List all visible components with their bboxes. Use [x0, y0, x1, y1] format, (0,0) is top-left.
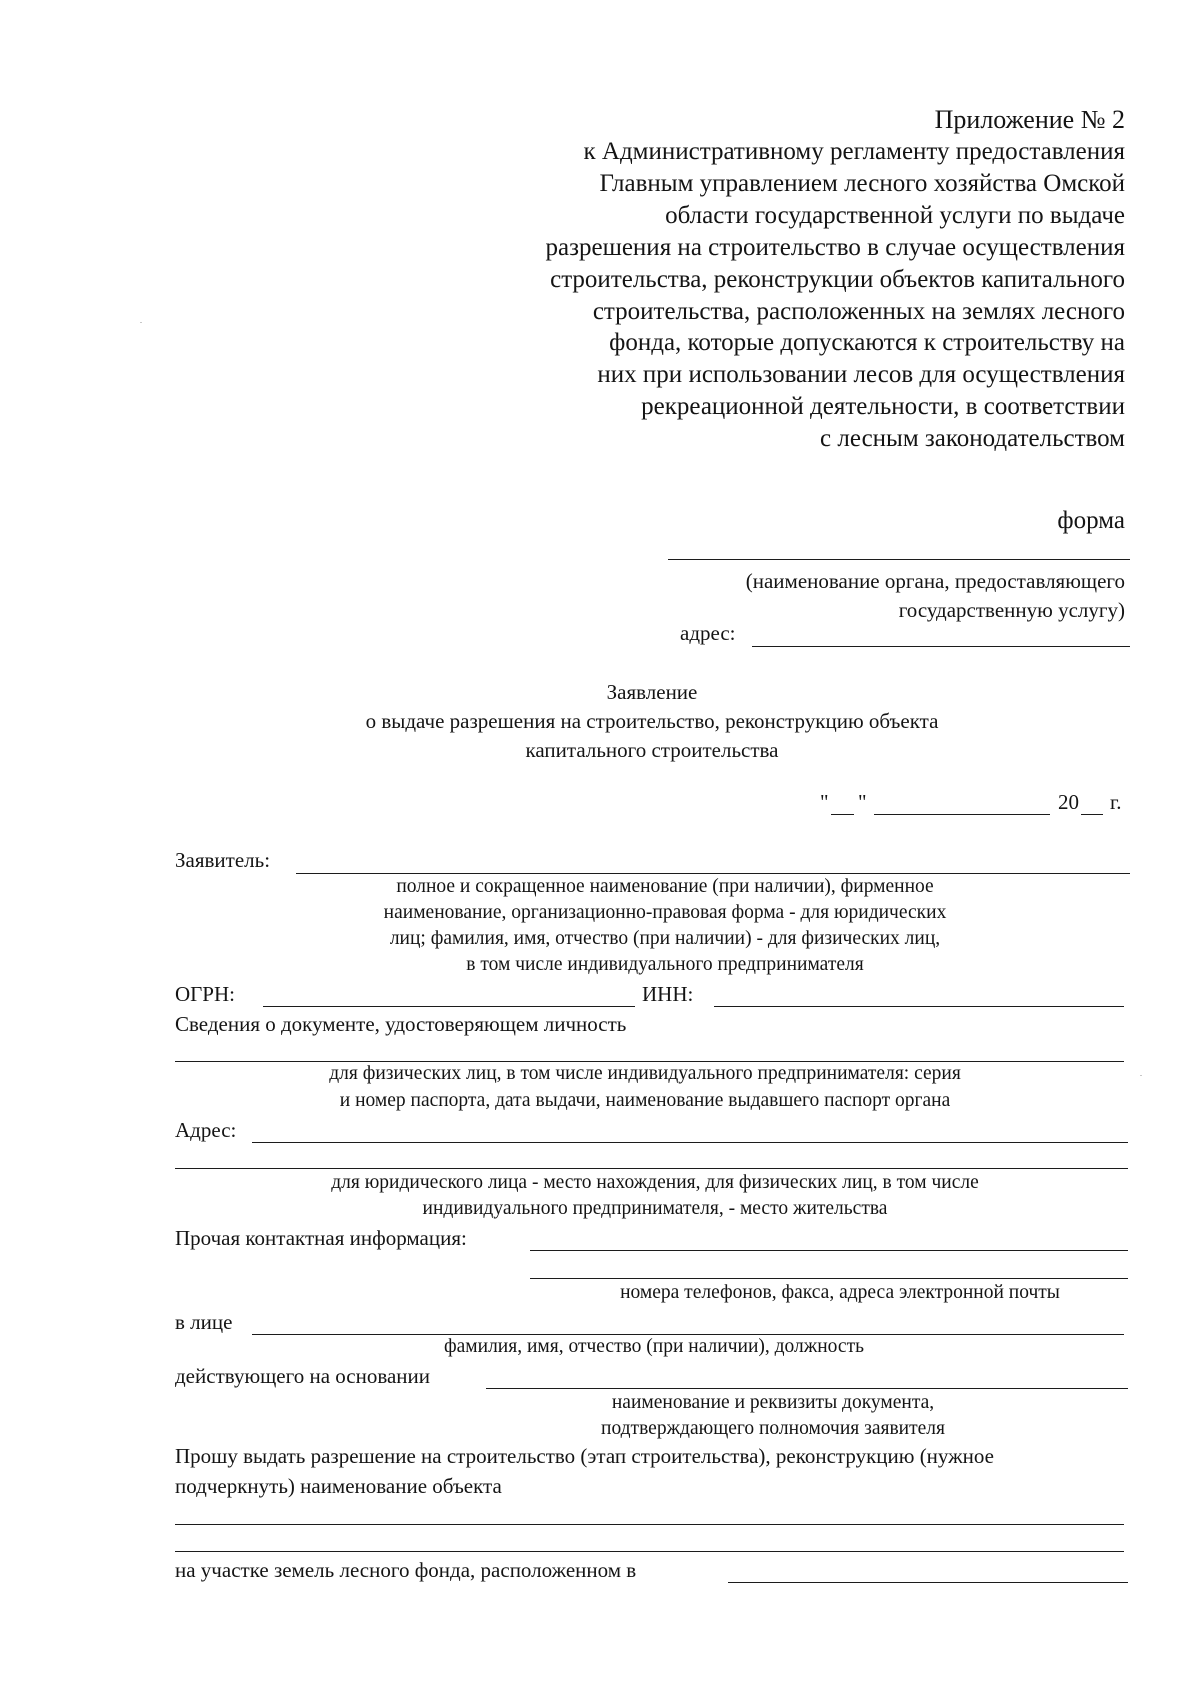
appendix-title: Приложение № 2 — [934, 105, 1125, 134]
date-month-field[interactable] — [874, 814, 1050, 815]
applicant-hint: полное и сокращенное наименование (при наличии), фирменное — [396, 876, 934, 897]
identity-doc-label: Сведения о документе, удостоверяющем личность — [175, 1012, 627, 1036]
applicant-hint: в том числе индивидуального предпринимателя — [466, 954, 864, 975]
applicant-label: Заявитель: — [175, 848, 271, 872]
appendix-line: разрешения на строительство в случае осуществления — [545, 233, 1125, 261]
object-name-field-continued[interactable] — [175, 1551, 1124, 1552]
contacts-field[interactable] — [530, 1250, 1128, 1251]
appendix-line: Главным управлением лесного хозяйства Омской — [599, 169, 1125, 197]
represented-by-hint: фамилия, имя, отчество (при наличии), должность — [444, 1336, 864, 1357]
appendix-line: строительства, реконструкции объектов капитального — [550, 265, 1125, 293]
inn-field[interactable] — [714, 1006, 1124, 1007]
appendix-text — [546, 136, 1125, 455]
basis-hint: наименование и реквизиты документа, — [611, 1392, 935, 1413]
appendix-line: фонда, которые допускаются к строительству на — [609, 329, 1125, 357]
appendix-line: них при использовании лесов для осуществления — [597, 361, 1125, 389]
basis-label: действующего на основании — [175, 1364, 431, 1388]
authority-hint — [746, 567, 1125, 625]
authority-hint-line: (наименование органа, предоставляющего — [745, 569, 1125, 593]
applicant-field[interactable] — [296, 873, 1130, 874]
authority-hint-line: государственную услугу) — [898, 598, 1125, 622]
date-year-field[interactable] — [1081, 814, 1103, 815]
address-label: Адрес: — [175, 1118, 237, 1142]
date-quote-close: " — [858, 790, 867, 814]
scan-speck — [1140, 1075, 1142, 1076]
ogrn-field[interactable] — [263, 1006, 635, 1007]
appendix-line: к Административному регламенту предоставления — [583, 138, 1125, 165]
scan-speck — [140, 322, 142, 323]
ogrn-label: ОГРН: — [175, 982, 235, 1006]
contacts-hint: номера телефонов, факса, адреса электронной почты — [620, 1282, 1060, 1303]
inn-label: ИНН: — [642, 982, 694, 1006]
form-label: форма — [1057, 507, 1125, 534]
address-field[interactable] — [252, 1142, 1128, 1143]
appendix-line: области государственной услуги по выдаче — [665, 201, 1125, 229]
authority-address-line[interactable] — [752, 646, 1130, 647]
identity-doc-hint: и номер паспорта, дата выдачи, наименование выдавшего паспорт органа — [339, 1090, 951, 1111]
address-field-continued[interactable] — [175, 1168, 1128, 1169]
appendix-line: с лесным законодательством — [820, 425, 1125, 453]
represented-by-label: в лице — [175, 1310, 233, 1334]
applicant-hint: наименование, организационно-правовая форма - для юридических — [383, 902, 947, 923]
contacts-field-continued[interactable] — [530, 1278, 1128, 1279]
request-text: подчеркнуть) наименование объекта — [175, 1474, 502, 1498]
statement-title: Заявление — [606, 680, 698, 704]
land-plot-label: на участке земель лесного фонда, расположенном в — [175, 1558, 637, 1582]
identity-doc-field[interactable] — [175, 1061, 1124, 1062]
object-name-field[interactable] — [175, 1524, 1124, 1525]
applicant-hint: лиц; фамилия, имя, отчество (при наличии) - для физических лиц, — [389, 928, 941, 949]
date-year-suffix: г. — [1110, 790, 1122, 814]
address-hint: для юридического лица - место нахождения, для физических лиц, в том числе — [331, 1172, 979, 1193]
date-quote-open: " — [820, 790, 829, 814]
authority-name-line[interactable] — [668, 559, 1130, 560]
contacts-label: Прочая контактная информация: — [175, 1226, 467, 1250]
address-hint: индивидуального предпринимателя, - место жительства — [422, 1198, 888, 1219]
basis-hint: подтверждающего полномочия заявителя — [601, 1418, 945, 1439]
request-text: Прошу выдать разрешение на строительство (этап строительства), реконструкцию (нужное — [175, 1444, 994, 1468]
identity-doc-hint: для физических лиц, в том числе индивидуального предпринимателя: серия — [329, 1063, 961, 1084]
represented-by-field[interactable] — [252, 1334, 1124, 1335]
date-day-field[interactable] — [831, 814, 854, 815]
appendix-line: строительства, расположенных на землях лесного — [592, 297, 1125, 325]
basis-field[interactable] — [486, 1388, 1128, 1389]
statement-subtitle: капитального строительства — [525, 738, 779, 762]
appendix-line: рекреационной деятельности, в соответствии — [641, 393, 1125, 421]
land-plot-field[interactable] — [728, 1582, 1128, 1583]
authority-address-label: адрес: — [680, 621, 736, 645]
date-year-prefix: 20 — [1058, 790, 1079, 814]
statement-subtitle: о выдаче разрешения на строительство, реконструкцию объекта — [365, 709, 939, 733]
